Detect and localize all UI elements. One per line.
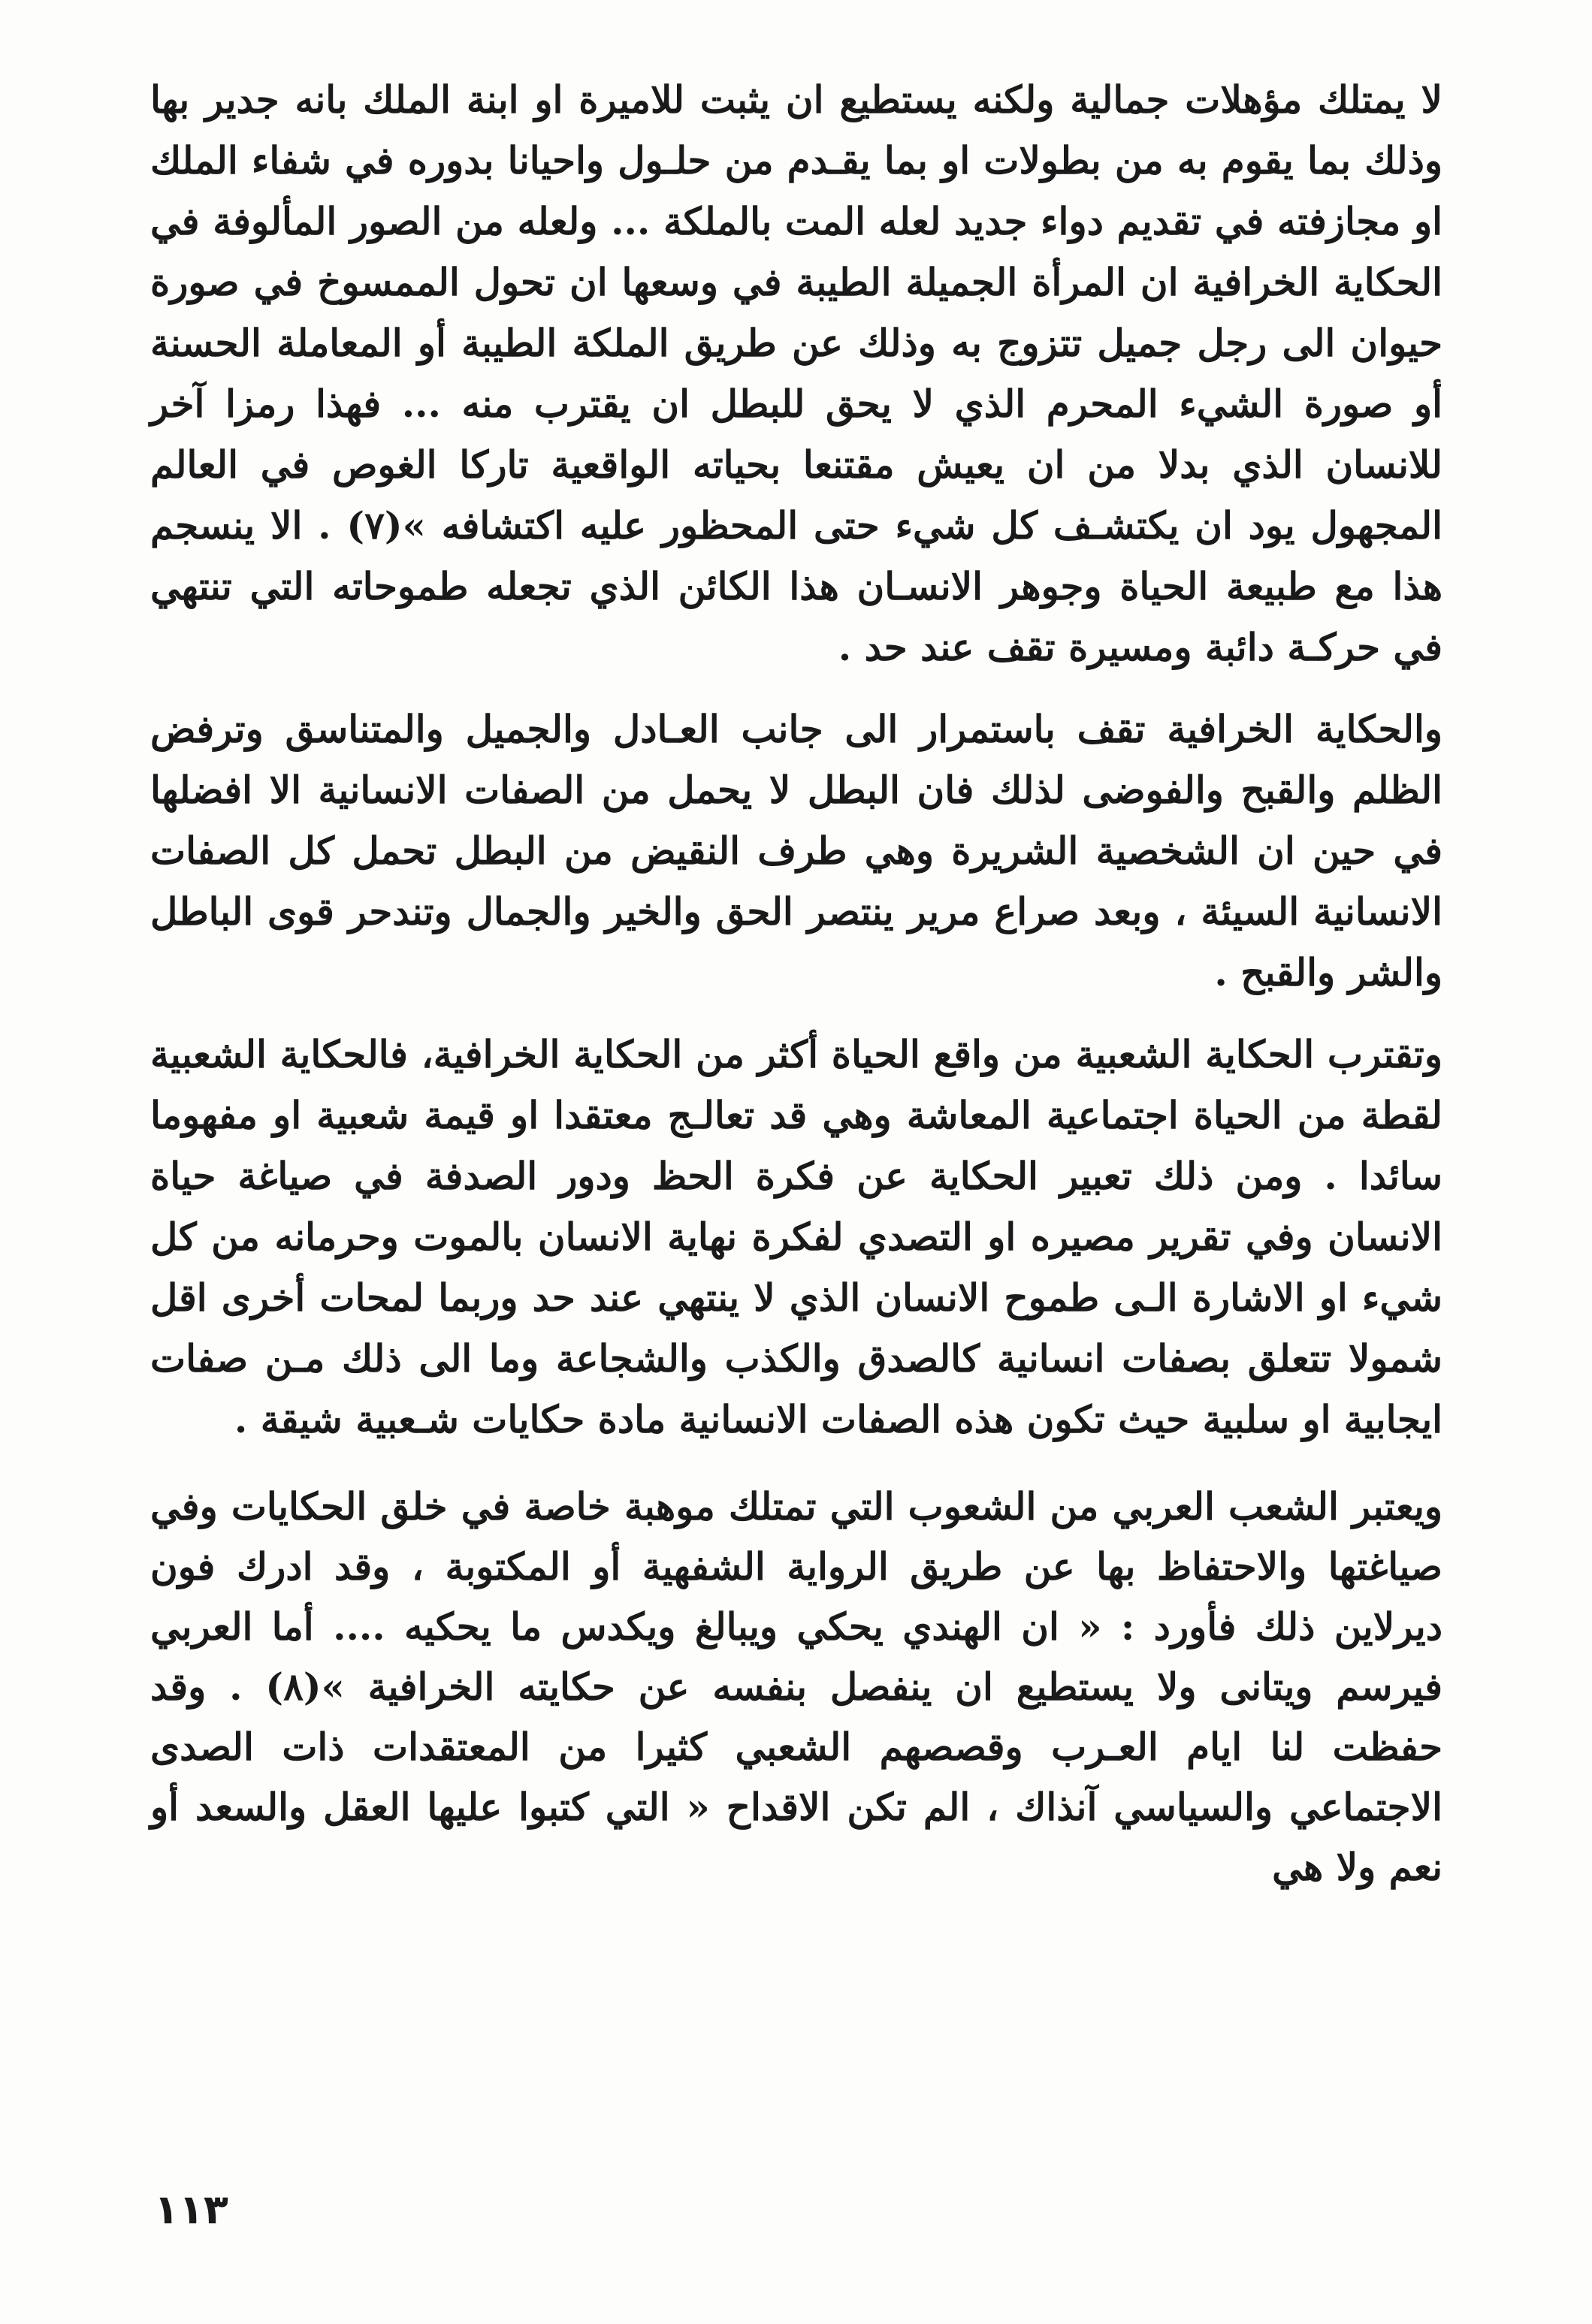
paragraph-2: والحكاية الخرافية تقف باستمرار الى جانب العـادل والجميل والمتناسق وترفض الظلم والقبح والفوضى لذلك فان البطل لا يحمل من الصفات الانسانية الا افضلها في حين ان الشخصية الشريرة وهي طرف النقيض من البطل تحمل كل الصفات الانسانية السيئة ، وبعد صراع مرير ينتصر الحق والخير والجمال وتندحر قوى الباطل والشر والقبح . [150, 707, 1442, 994]
paragraph-4: ويعتبر الشعب العربي من الشعوب التي تمتلك موهبة خاصة في خلق الحكايات وفي صياغتها والاحتفاظ بها عن طريق الرواية الشفهية أو المكتوبة ، وقد ادرك فون ديرلاين ذلك فأورد : « ان الهندي يحكي ويبالغ ويكدس ما يحكيه .... أما العربي فيرسم ويتانى ولا يستطيع ان ينفصل بنفسه عن حكايته الخرافية »(٨) . وقد حفظت لنا ايام العـرب وقصصهم الشعبي كثيرا من المعتقدات ذات الصدى الاجتماعي والسياسي آنذاك ، الم تكن الاقداح « التي كتبوا عليها العقل والسعد أو نعم ولا هي [150, 1484, 1443, 1889]
paragraph-1: لا يمتلك مؤهلات جمالية ولكنه يستطيع ان يثبت للاميرة او ابنة الملك بانه جدير بها وذلك بما يقوم به من بطولات او بما يقـدم من حلـول واحيانا بدوره في شفاء الملك او مجازفته في تقديم دواء جديد لعله المت بالملكة ... ولعله من الصور المألوفة في الحكاية الخرافية ان المرأة الجميلة الطيبة في وسعها ان تحول الممسوخ في صورة حيوان الى رجل جميل تتزوج به وذلك عن طريق الملكة الطيبة أو المعاملة الحسنة أو صورة الشيء المحرم الذي لا يحق للبطل ان يقترب منه ... فهذا رمزا آخر للانسان الذي بدلا من ان يعيش مقتنعا بحياته الواقعية تاركا الغوص في العالم المجهول يود ان يكتشـف كل شيء حتى المحظور عليه اكتشافه »(٧) . الا ينسجم هذا مع طبيعة الحياة وجوهر الانسـان هذا الكائن الذي تجعله طموحاته التي تنتهي في حركـة دائبة ومسيرة تقف عند حد . [150, 77, 1442, 669]
page-number: ١١٣ [154, 2186, 228, 2233]
body-text [150, 69, 1442, 1897]
paragraph-3: وتقترب الحكاية الشعبية من واقع الحياة أكثر من الحكاية الخرافية، فالحكاية الشعبية لقطة من الحياة اجتماعية المعاشة وهي قد تعالـج معتقدا او قيمة شعبية او مفهوما سائدا . ومن ذلك تعبير الحكاية عن فكرة الحظ ودور الصدفة في صياغة حياة الانسان وفي تقرير مصيره او التصدي لفكرة نهاية الانسان بالموت وحرمانه من كل شيء او الاشارة الـى طموح الانسان الذي لا ينتهي عند حد وربما لمحات أخرى اقل شمولا تتعلق بصفات انسانية كالصدق والكذب والشجاعة وما الى ذلك مـن صفات ايجابية او سلبية حيث تكون هذه الصفات الانسانية مادة حكايات شـعبية شيقة . [150, 1032, 1442, 1441]
